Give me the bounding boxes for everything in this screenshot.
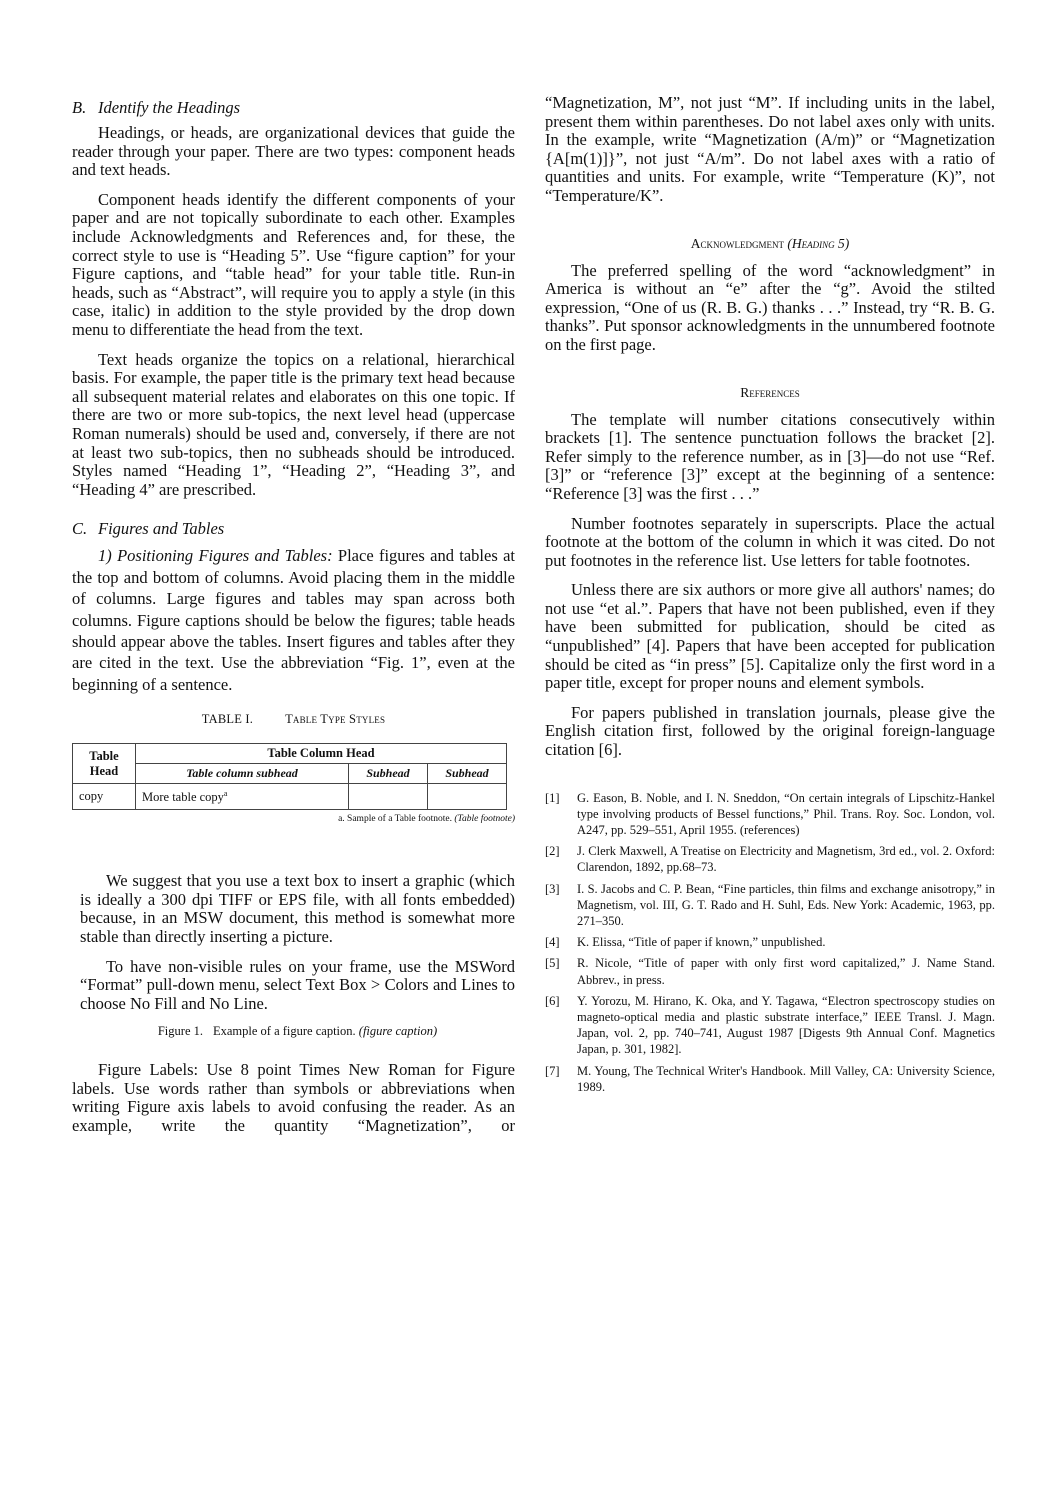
references-paragraph-2: Number footnotes separately in superscripts. Place the actual footnote at the bottom of the column in which it was cited. Do not put footnotes in the reference list. Use letters for table footnotes. [545, 513, 995, 570]
reference-text: I. S. Jacobs and C. P. Bean, “Fine particles, thin films and exchange anisotropy,” in Magnetism, vol. III, G. T. Rado and H. Suhl, Eds. New York: Academic, 1963, pp. 271–350. [577, 881, 995, 929]
figure-paragraph-2: To have non-visible rules on your frame, use the MSWord “Format” pull-down menu, select Text Box > Colors and Lines to choose No Fill and No Line. [80, 956, 515, 1013]
headings-paragraph-2: Component heads identify the different components of your paper and are not topically subordinate to each other. Examples include Acknowledgments and References and, for these, the correct style to use is “Heading 5”. Use “figure caption” for your Figure captions, and “table head” for your table title. Run-in heads, such as “Abstract”, will require you to apply a style (in this case, italic) in addition to the style provided by the drop down menu to differentiate the head from the text. [72, 189, 515, 339]
references-paragraph-3: Unless there are six authors or more give all authors' names; do not use “et al.”. Papers that have not been published, even if they have been submitted for publication, should be cited as “unpublished” [4]. Papers that have been accepted for publication should be cited as “in press” [5]. Capitalize only the first word in a paper title, except for proper nouns and element symbols. [545, 580, 995, 693]
table-label: TABLE I. [201, 712, 254, 727]
table-footnote-note: (Table footnote) [454, 814, 515, 825]
positioning-text: Place figures and tables at the top and bottom of columns. Avoid placing them in the middle of columns. Large figures and tables may span across both columns. Figure captions should be below the figures; table heads should appear above the tables. Insert figures and tables after they are cited in the text. Use the abbreviation “Fig. 1”, even at the beginning of a sentence. [72, 546, 515, 694]
continued-paragraph: “Magnetization, M”, not just “M”. If including units in the label, present them within parentheses. Do not label axes only with units. In the example, write “Magnetization (A/m)” or “Magnetization {A[m(1)]}”, not just “A/m”. Do not label axes with a ratio of quantities and units. For example, write “Temperature (K)”, not “Temperature/K”. [545, 93, 995, 205]
reference-text: G. Eason, B. Noble, and I. N. Sneddon, “On certain integrals of Lipschitz-Hankel type involving products of Bessel functions,” Phil. Trans. Roy. Soc. London, vol. A247, pp. 529–551, April 1955. (references) [577, 790, 995, 838]
acknowledgment-heading [545, 236, 995, 252]
table-footnote [72, 814, 515, 824]
reference-item [545, 790, 995, 839]
table-cell-more-text: More table copy [142, 789, 224, 804]
figure-caption-note: (figure caption) [358, 1024, 438, 1039]
figure-paragraph-1: We suggest that you use a text box to insert a graphic (which is ideally a 300 dpi TIFF or EPS file, with all fonts embedded) because, in an MSW document, this method is somewhat more stable than directly inserting a picture. [80, 871, 515, 946]
section-b-title: Identify the Headings [98, 98, 241, 117]
section-c-number: C. [72, 519, 88, 539]
table-type-styles [72, 743, 507, 810]
references-heading [545, 385, 995, 401]
figure-caption-label: Figure 1. [157, 1024, 203, 1039]
reference-number: [1] [545, 790, 560, 805]
references-paragraph-1: The template will number citations consecutively within brackets [1]. The sentence punctuation follows the bracket [2]. Refer simply to the reference number, as in [3]—do not use “Ref. [3]” or “reference [3]” except at the beginning of a sentence: “Reference [3] was the first . . .” [545, 409, 995, 503]
reference-text: Y. Yorozu, M. Hirano, K. Oka, and Y. Tagawa, “Electron spectroscopy studies on magneto-optical media and plastic substrate interface,” IEEE Transl. J. Magn. Japan, vol. 2, pp. 740–741, August 1987 [Digests 9th Annual Conf. Magnetics Japan, p. 301, 1982]. [577, 993, 995, 1057]
reference-list [545, 790, 995, 1095]
table-column-head: Table Column Head [136, 744, 507, 764]
table-subhead-1: Subhead [349, 764, 428, 784]
reference-number: [6] [545, 993, 560, 1008]
section-c-heading [72, 519, 515, 539]
table-column-subhead: Table column subhead [136, 764, 349, 784]
section-b-number: B. [72, 98, 87, 117]
reference-number: [5] [545, 956, 560, 971]
table-cell-more [136, 784, 349, 810]
table-cell-more-sup: a [223, 788, 228, 798]
table-cell-empty-2 [428, 784, 507, 810]
positioning-subheading: 1) Positioning Figures and Tables: [98, 546, 333, 566]
figure-caption [80, 1024, 515, 1039]
right-column [545, 94, 995, 1100]
table-footnote-text: a. Sample of a Table footnote. [338, 814, 453, 825]
acknowledgment-paragraph: The preferred spelling of the word “acknowledgment” in America is without an “e” after the “g”. Avoid the stilted expression, “One of us (R. B. G.) thanks . . .” Instead, try “R. B. G. thanks”. Put sponsor acknowledgments in the unnumbered footnote on the first page. [545, 260, 995, 354]
figure-caption-text: Example of a figure caption. [213, 1024, 356, 1039]
reference-item [545, 843, 995, 875]
section-c-title: Figures and Tables [98, 519, 225, 539]
table-head-cell: Table Head [73, 744, 136, 784]
table-cell-copy: copy [73, 784, 136, 810]
reference-text: R. Nicole, “Title of paper with only first word capitalized,” J. Name Stand. Abbrev., in press. [577, 956, 995, 987]
reference-number: [2] [545, 844, 560, 859]
reference-number: [3] [545, 881, 560, 896]
acknowledgment-heading-text: Acknowledgment [690, 235, 784, 251]
reference-text: J. Clerk Maxwell, A Treatise on Electricity and Magnetism, 3rd ed., vol. 2. Oxford: Clarendon, 1892, pp.68–73. [577, 844, 995, 875]
reference-item [545, 881, 995, 930]
reference-text: K. Elissa, “Title of paper if known,” unpublished. [577, 935, 826, 950]
table-title: Table Type Styles [285, 712, 386, 727]
reference-item [545, 934, 995, 950]
positioning-paragraph [72, 545, 515, 695]
acknowledgment-heading-note: (Heading 5) [787, 235, 850, 251]
left-column [72, 94, 515, 1147]
section-b-heading [72, 98, 515, 118]
reference-number: [4] [545, 935, 560, 950]
figure-labels-paragraph: Figure Labels: Use 8 point Times New Roman for Figure labels. Use words rather than symbols or abbreviations when writing Figure axis labels to avoid confusing the reader. As an example, write the quantity “Magnetization”, or [72, 1060, 515, 1136]
reference-item [545, 1063, 995, 1095]
reference-item [545, 993, 995, 1058]
reference-text: M. Young, The Technical Writer's Handbook. Mill Valley, CA: University Science, 1989. [577, 1063, 995, 1094]
table-caption [72, 712, 515, 727]
table-cell-empty-1 [349, 784, 428, 810]
table-subhead-2: Subhead [428, 764, 507, 784]
reference-item [545, 955, 995, 987]
references-heading-text: References [740, 384, 800, 400]
headings-paragraph-3: Text heads organize the topics on a relational, hierarchical basis. For example, the paper title is the primary text head because all subsequent material relates and elaborates on this one topic. If there are two or more sub-topics, the next level head (uppercase Roman numerals) should be used and, conversely, if there are not at least two sub-topics, then no subheads should be introduced. Styles named “Heading 1”, “Heading 2”, “Heading 3”, and “Heading 4” are prescribed. [72, 349, 515, 499]
reference-number: [7] [545, 1063, 560, 1078]
figure-frame [80, 872, 515, 1039]
headings-paragraph-1: Headings, or heads, are organizational devices that guide the reader through your paper. There are two types: component heads and text heads. [72, 123, 515, 180]
references-paragraph-4: For papers published in translation journals, please give the English citation first, followed by the original foreign-language citation [6]. [545, 702, 995, 760]
